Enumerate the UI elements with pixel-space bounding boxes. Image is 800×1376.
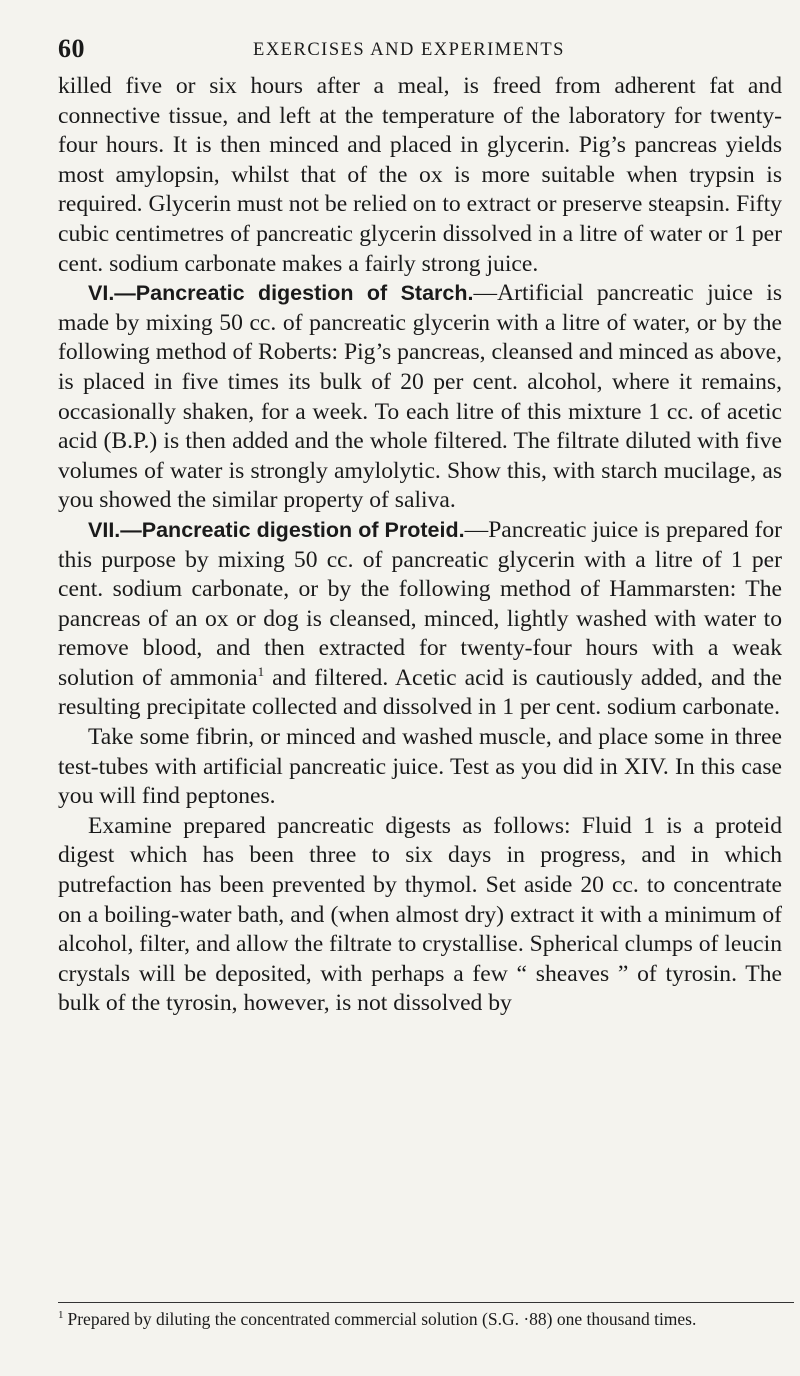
section-heading-vi: VI.—Pancreatic digestion of Starch. — [88, 281, 474, 306]
page-number: 60 — [58, 34, 85, 63]
footnote-text: Prepared by diluting the concentrated commercial solution (S.G. ·88) one thousand times. — [67, 1309, 697, 1329]
footnote-divider — [58, 1302, 794, 1303]
paragraph-digests: Examine prepared pancreatic digests as follows: Fluid 1 is a proteid digest which has been three to six days in progress, and in which putrefaction has been prevented by thymol. Set aside 20 cc. to concentrate on a boiling-water bath, and (when almost dry) extract it with a minimum of alcohol, filter, and allow the filtrate to crystallise. Spherical clumps of leucin crystals will be deposited, with perhaps a few “ sheaves ” of tyrosin. The bulk of the tyrosin, however, is not dissolved by — [58, 812, 782, 1017]
paragraph-proteid-digestion — [58, 516, 782, 723]
paragraph-text: —Artificial pancreatic juice is made by mixing 50 cc. of pancreatic glycerin with a litre of water, or by the following method of Roberts: Pig’s pancreas, cleansed and minced as above, is placed in five times its bulk of 20 per cent. alcohol, where it remains, occasionally shaken, for a week. To each litre of this mixture 1 cc. of acetic acid (B.P.) is then added and the whole filtered. The filtrate diluted with five volumes of water is strongly amylolytic. Show this, with starch mucilage, as you showed the similar property of saliva. — [58, 280, 782, 514]
paragraph-fibrin-test: Take some fibrin, or minced and washed muscle, and place some in three test-tubes with artificial pancreatic juice. Test as you did in XIV. In this case you will find peptones. — [58, 724, 782, 810]
section-heading-vii: VII.—Pancreatic digestion of Proteid. — [88, 517, 465, 542]
footnote — [58, 1309, 794, 1330]
page-header — [58, 34, 760, 64]
running-head: EXERCISES AND EXPERIMENTS — [253, 40, 565, 60]
paragraph-starch-digestion — [58, 279, 782, 516]
body-text — [58, 72, 782, 1019]
paragraph-text: —Pancreatic juice is prepared for this purpose by mixing 50 cc. of pancreatic glycerin with a litre of 1 per cent. sodium carbonate, or by the following method of Hammarsten: The pancreas of an ox or dog is cleansed, minced, lightly washed with water to remove blood, and then extracted for twenty-four hours with a weak solution of ammonia — [58, 516, 782, 691]
paragraph-text: and filtered. Acetic acid is cautiously added, and the resulting precipitate collected and dissolved in 1 per cent. sodium carbonate. — [58, 664, 782, 721]
footnote-reference: 1 — [257, 664, 265, 680]
paragraph-continuation: killed five or six hours after a meal, is freed from adherent fat and connective tissue, and left at the temperature of the laboratory for twenty-four hours. It is then minced and placed in glycerin. Pig’s pancreas yields most amylopsin, whilst that of the ox is more suitable when trypsin is required. Glycerin must not be relied on to extract or preserve steapsin. Fifty cubic centimetres of pancreatic glycerin dissolved in a litre of water or 1 per cent. sodium carbonate makes a fairly strong juice. — [58, 73, 782, 277]
footnote-mark: 1 — [58, 1309, 64, 1322]
